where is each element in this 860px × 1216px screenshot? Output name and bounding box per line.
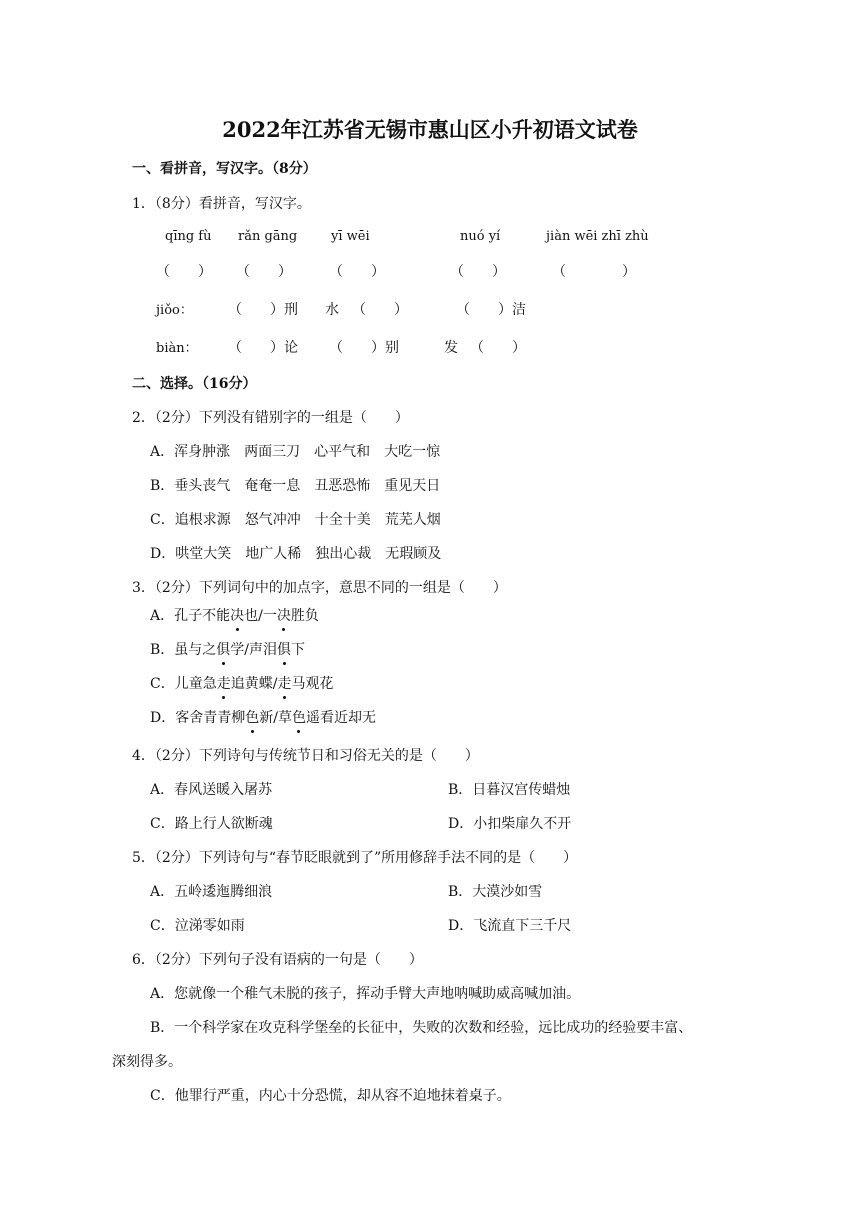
dotted-char: 走 — [217, 673, 231, 693]
jiao-blank-1[interactable]: （ ）刑 — [228, 302, 298, 318]
question-2-option-a[interactable]: A．浑身肿涨 两面三刀 心平气和 大吃一惊 — [150, 444, 441, 460]
question-3-option-a[interactable] — [150, 605, 319, 625]
question-5-option-b[interactable]: B．大漠沙如雪 — [448, 884, 543, 900]
jiao-blank-3[interactable]: （ ）洁 — [456, 302, 526, 318]
pinyin-bian: biàn： — [156, 341, 198, 356]
option-text: D．客舍青青柳 — [150, 710, 246, 726]
question-6-option-a[interactable]: A．您就像一个稚气未脱的孩子，挥动手臂大声地呐喊助威高喊加油。 — [150, 986, 581, 1002]
option-text: B．虽与之 — [150, 642, 217, 658]
question-6-stem: 6．（2分）下列句子没有语病的一句是（ ） — [132, 952, 423, 968]
question-2-option-b[interactable]: B．垂头丧气 奄奄一息 丑恶恐怖 重见天日 — [150, 478, 441, 494]
question-5-option-a[interactable]: A．五岭逶迤腾细浪 — [150, 884, 273, 900]
dotted-char: 决 — [277, 605, 291, 625]
question-1-stem: 1．（8分）看拼音，写汉字。 — [132, 196, 311, 212]
question-4-option-a[interactable]: A．春风送暖入屠苏 — [150, 782, 273, 798]
question-3-option-c[interactable] — [150, 673, 333, 693]
question-6-option-b-continued: 深刻得多。 — [112, 1054, 182, 1070]
question-2-stem: 2．（2分）下列没有错别字的一组是（ ） — [132, 410, 409, 426]
option-text: 学/声泪 — [230, 642, 278, 658]
dotted-char: 决 — [230, 605, 244, 625]
option-text: A．孔子不能 — [150, 608, 231, 624]
bian-blank-3[interactable]: （ ） — [470, 340, 526, 356]
pinyin-5: jiàn wēi zhī zhù — [546, 229, 649, 244]
answer-blank-3[interactable]: （ ） — [329, 264, 385, 280]
question-6-option-c[interactable]: C．他罪行严重，内心十分恐慌，却从容不迫地抹着桌子。 — [150, 1088, 511, 1104]
dotted-char: 俱 — [277, 639, 291, 659]
question-2-option-c[interactable]: C．追根求源 怒气冲冲 十全十美 荒芜人烟 — [150, 512, 441, 528]
answer-blank-1[interactable]: （ ） — [156, 264, 212, 280]
bian-char-fa: 发 — [444, 340, 458, 356]
pinyin-2: rǎn gāng — [238, 229, 298, 244]
bian-blank-2[interactable]: （ ）别 — [329, 340, 399, 356]
answer-blank-4[interactable]: （ ） — [450, 264, 506, 280]
option-text: 追黄蝶/ — [230, 676, 278, 692]
jiao-char-shui: 水 — [325, 302, 339, 318]
question-2-option-d[interactable]: D．哄堂大笑 地广人稀 独出心裁 无瑕顾及 — [150, 546, 442, 562]
question-4-option-c[interactable]: C．路上行人欲断魂 — [150, 816, 273, 832]
pinyin-4: nuó yí — [460, 229, 501, 244]
page-title: 2022年江苏省无锡市惠山区小升初语文试卷 — [222, 117, 638, 142]
option-text: 遥看近却无 — [305, 710, 376, 726]
question-5-option-c[interactable]: C．泣涕零如雨 — [150, 918, 245, 934]
question-5-stem: 5．（2分）下列诗句与“春节眨眼就到了”所用修辞手法不同的是（ ） — [132, 850, 578, 866]
answer-blank-2[interactable]: （ ） — [236, 264, 292, 280]
dotted-char: 色 — [245, 707, 259, 727]
question-3-option-b[interactable] — [150, 639, 305, 659]
question-4-option-b[interactable]: B．日暮汉宫传蜡烛 — [448, 782, 571, 798]
option-text: 胜负 — [290, 608, 319, 624]
question-3-stem: 3．（2分）下列词句中的加点字，意思不同的一组是（ ） — [132, 580, 507, 596]
option-text: C．儿童急 — [150, 676, 217, 692]
answer-blank-5[interactable]: （ ） — [552, 264, 636, 280]
question-5-option-d[interactable]: D．飞流直下三千尺 — [448, 918, 572, 934]
pinyin-3: yī wēi — [331, 229, 370, 244]
section-1-heading: 一、看拼音，写汉字。（8分） — [132, 161, 317, 177]
option-text: 马观花 — [291, 676, 334, 692]
question-4-option-d[interactable]: D．小扣柴扉久不开 — [448, 816, 572, 832]
option-text: 也/一 — [244, 608, 277, 624]
question-6-option-b[interactable]: B．一个科学家在攻克科学堡垒的长征中，失败的次数和经验，远比成功的经验要丰富、 — [150, 1020, 693, 1036]
dotted-char: 色 — [292, 707, 306, 727]
option-text: 新/草 — [259, 710, 292, 726]
question-4-stem: 4．（2分）下列诗句与传统节日和习俗无关的是（ ） — [132, 748, 479, 764]
dotted-char: 走 — [277, 673, 291, 693]
jiao-blank-2[interactable]: （ ） — [352, 302, 408, 318]
bian-blank-1[interactable]: （ ）论 — [228, 340, 298, 356]
question-3-option-d[interactable] — [150, 707, 376, 727]
option-text: 下 — [291, 642, 306, 658]
pinyin-1: qīng fù — [165, 229, 212, 244]
pinyin-jiao: jiǒo： — [156, 303, 193, 318]
dotted-char: 俱 — [216, 639, 230, 659]
section-2-heading: 二、选择。（16分） — [132, 376, 257, 392]
